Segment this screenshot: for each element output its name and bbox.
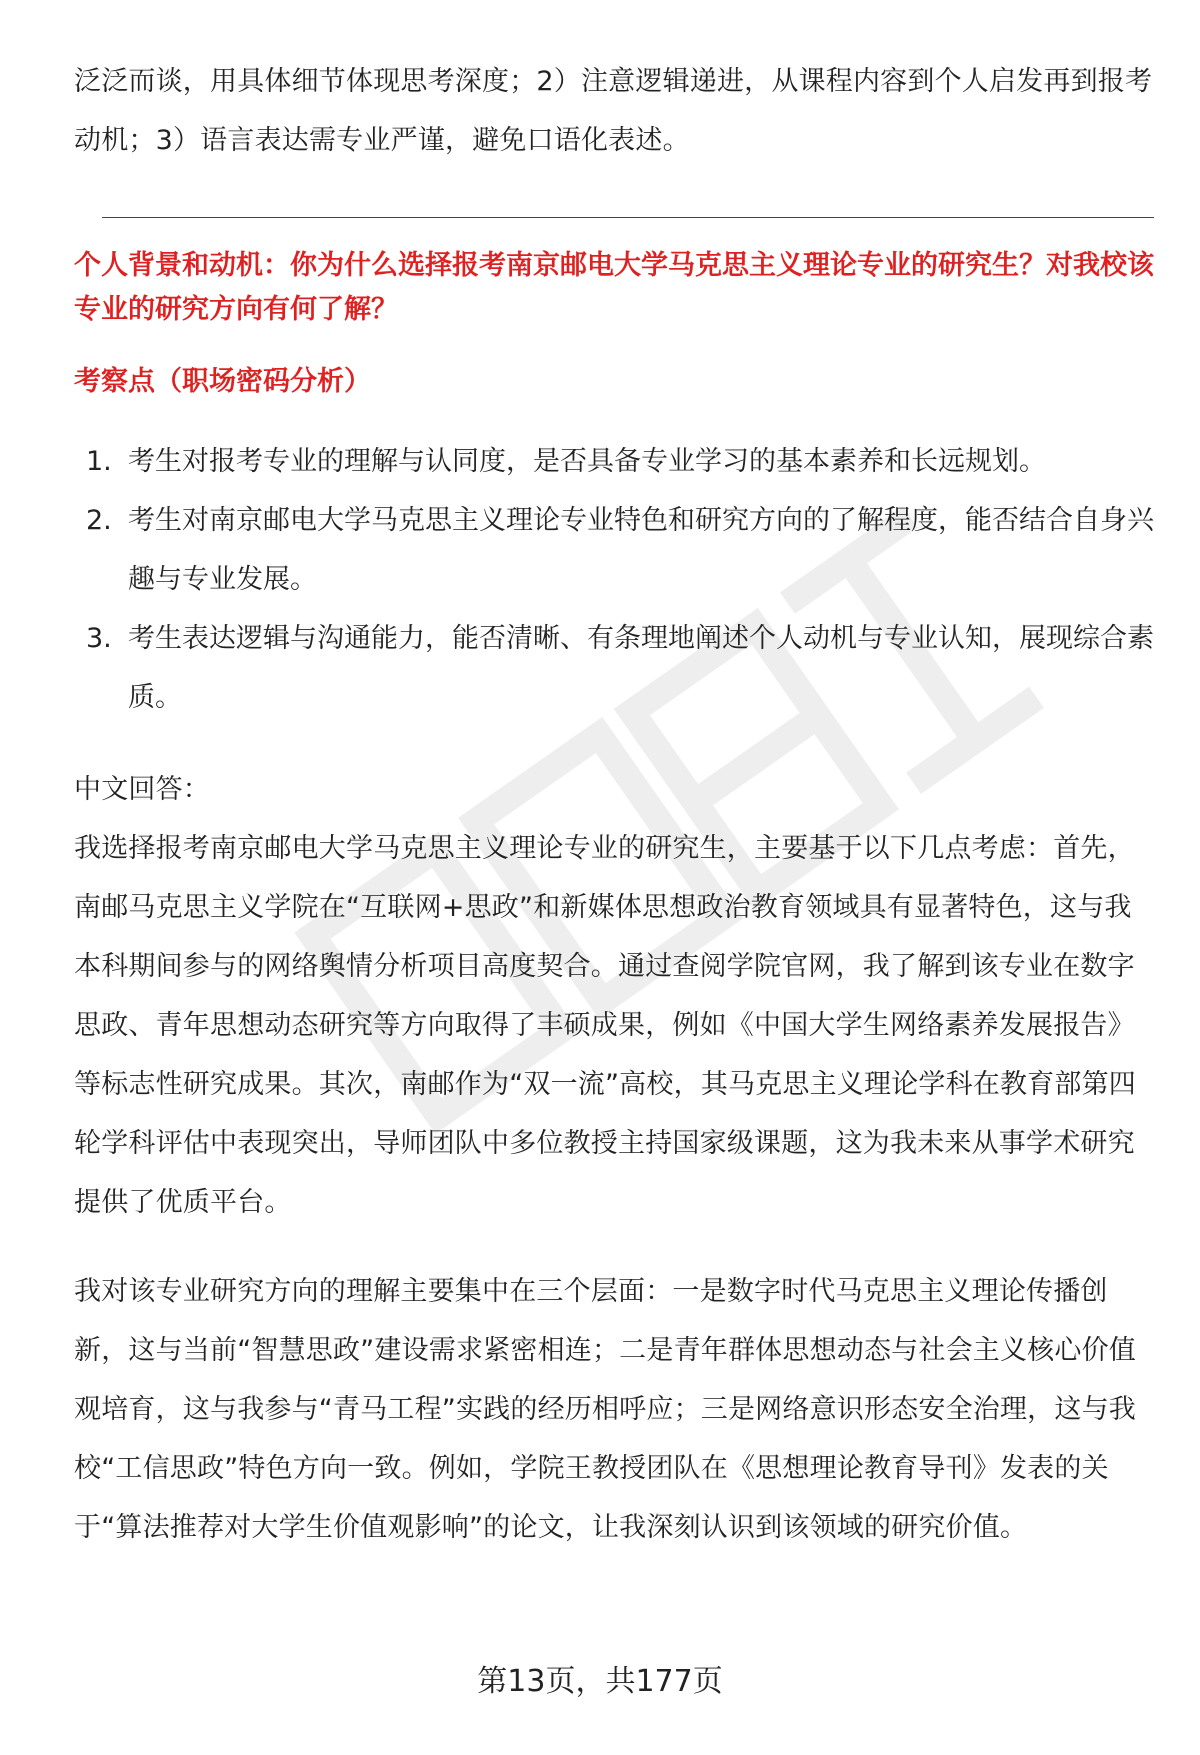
assessment-heading: 考察点（职场密码分析） bbox=[74, 366, 371, 397]
section-divider bbox=[102, 217, 1154, 218]
list-item-number: 1. bbox=[86, 446, 112, 477]
assessment-points-list bbox=[74, 432, 1154, 727]
page-number-footer: 第13页，共177页 bbox=[477, 1664, 723, 1699]
answer-block bbox=[74, 760, 1154, 1232]
intro-block bbox=[74, 52, 1154, 170]
list-item bbox=[74, 432, 1154, 491]
question-title: 个人背景和动机：你为什么选择报考南京邮电大学马克思主义理论专业的研究生？对我校该专业的研究方向有何了解？ bbox=[74, 250, 1154, 325]
answer-block-2 bbox=[74, 1262, 1154, 1557]
list-item-number: 2. bbox=[86, 505, 112, 536]
list-item bbox=[74, 491, 1154, 609]
list-item bbox=[74, 609, 1154, 727]
list-item-text: 考生对南京邮电大学马克思主义理论专业特色和研究方向的了解程度，能否结合自身兴趣与专业发展。 bbox=[128, 505, 1154, 595]
answer-paragraph-1: 我选择报考南京邮电大学马克思主义理论专业的研究生，主要基于以下几点考虑：首先，南邮马克思主义学院在“互联网+思政”和新媒体思想政治教育领域具有显著特色，这与我本科期间参与的网络舆情分析项目高度契合。通过查阅学院官网，我了解到该专业在数字思政、青年思想动态研究等方向取得了丰硕成果，例如《中国大学生网络素养发展报告》等标志性研究成果。其次，南邮作为“双一流”高校，其马克思主义理论学科在教育部第四轮学科评估中表现突出，导师团队中多位教授主持国家级课题，这为我未来从事学术研究提供了优质平台。 bbox=[74, 833, 1136, 1218]
answer-paragraph-2: 我对该专业研究方向的理解主要集中在三个层面：一是数字时代马克思主义理论传播创新，这与当前“智慧思政”建设需求紧密相连；二是青年群体思想动态与社会主义核心价值观培育，这与我参与“青马工程”实践的经历相呼应；三是网络意识形态安全治理，这与我校“工信思政”特色方向一致。例如，学院王教授团队在《思想理论教育导刊》发表的关于“算法推荐对大学生价值观影响”的论文，让我深刻认识到该领域的研究价值。 bbox=[74, 1276, 1136, 1543]
list-item-number: 3. bbox=[86, 623, 112, 654]
list-item-text: 考生对报考专业的理解与认同度，是否具备专业学习的基本素养和长远规划。 bbox=[128, 446, 1046, 477]
intro-continuation-text: 泛泛而谈，用具体细节体现思考深度；2）注意逻辑递进，从课程内容到个人启发再到报考动机；3）语言表达需专业严谨，避免口语化表述。 bbox=[74, 66, 1153, 156]
list-item-text: 考生表达逻辑与沟通能力，能否清晰、有条理地阐述个人动机与专业认知，展现综合素质。 bbox=[128, 623, 1154, 713]
answer-label: 中文回答： bbox=[74, 774, 210, 805]
